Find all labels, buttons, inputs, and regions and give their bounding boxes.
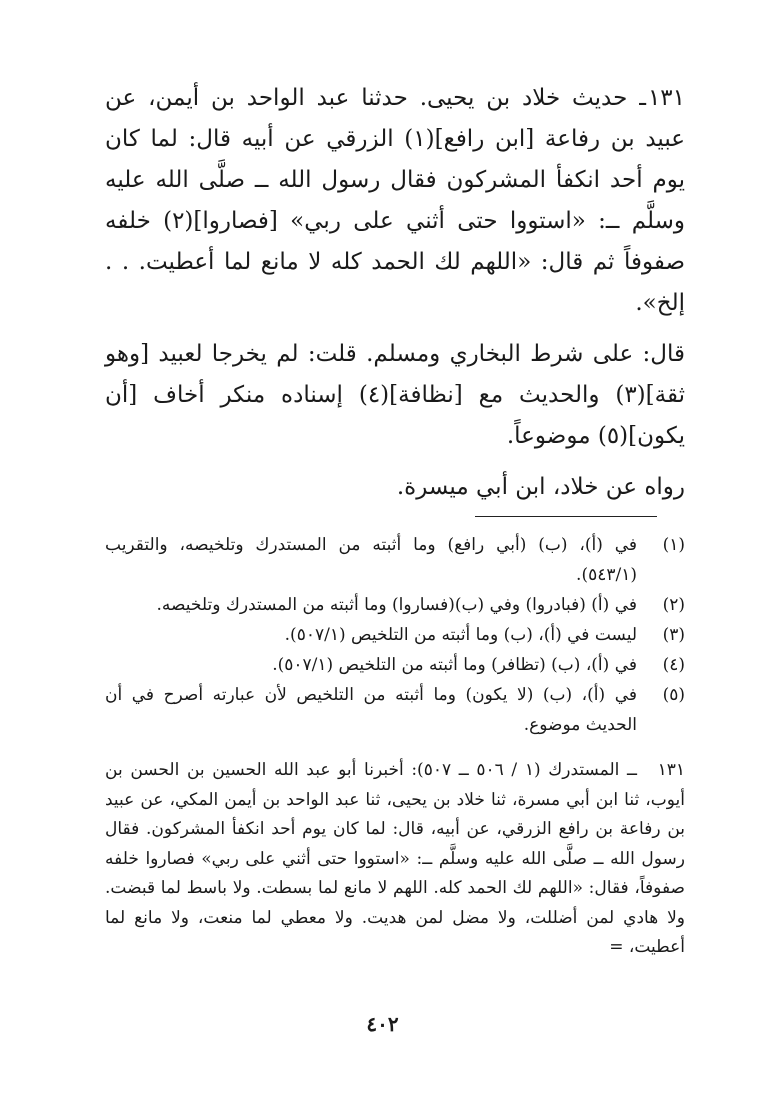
footnote — [105, 650, 685, 680]
footnote — [105, 680, 685, 740]
reference-text: ــ المستدرك (١ / ٥٠٦ ــ ٥٠٧): أخبرنا أبو عبد الله الحسين بن الحسن بن أيوب، ثنا ابن أبي مسرة، ثنا خلاد بن يحيى، ثنا عبد الواحد بن أيمن المكي، عن عبيد بن رفاعة بن رافع الزرقي، عن أبيه، قال: لما كان يوم أحد انكفأ المشركون. فقال رسول الله ــ صلَّى الله عليه وسلَّم ــ: «استووا حتى أثني على ربي» فصاروا خلفه صفوفاً، فقال: «اللهم لك الحمد كله. اللهم لا مانع لما بسطت. ولا باسط لما قبضت. ولا هادي لمن أضللت، ولا مضل لمن هديت. ولا معطي لما منعت، ولا مانع لما أعطيت، = — [105, 760, 685, 957]
hadith-text: ـ حديث خلاد بن يحيى. حدثنا عبد الواحد بن أيمن، عن عبيد بن رفاعة [ابن رافع](١) الزرقي عن أبيه قال: لما كان يوم أحد انكفأ المشركون فقال رسول الله ــ صلَّى الله عليه وسلَّم ــ: «استووا حتى أثني على ربي» [فصاروا](٢) خلفه صفوفاً ثم قال: «اللهم لك الحمد كله لا مانع لما أعطيت. . . إلخ». — [105, 85, 685, 316]
footnote — [105, 530, 685, 590]
source-reference — [105, 756, 685, 963]
commentary-paragraph: قال: على شرط البخاري ومسلم. قلت: لم يخرجا لعبيد [وهو ثقة](٣) والحديث مع [نظافة](٤) إسناده منكر أخاف [أن يكون](٥) موضوعاً. — [105, 341, 685, 449]
footnote-text: في (أ)، (ب) (لا يكون) وما أثبته من التلخيص لأن عبارته أصرح في أن الحديث موضوع. — [105, 685, 637, 735]
footnote-text: في (أ)، (ب) (أبي رافع) وما أثبته من المستدرك وتلخيصه، والتقريب (٥٤٣/١). — [105, 535, 637, 585]
footnote-number: (٣) — [662, 625, 685, 645]
page-number: ٤٠٢ — [366, 1012, 399, 1036]
narration-paragraph: رواه عن خلاد، ابن أبي ميسرة. — [396, 474, 685, 500]
footnote-text: في (أ) (فبادروا) وفي (ب)(فساروا) وما أثبته من المستدرك وتلخيصه. — [156, 595, 637, 615]
hadith-paragraph — [105, 78, 685, 324]
footnotes — [105, 530, 685, 740]
footnote-number: (٥) — [662, 685, 685, 705]
reference-number: ١٣١ — [657, 760, 685, 780]
footnote-separator — [475, 516, 657, 517]
footnote-number: (٢) — [662, 595, 685, 615]
footnote — [105, 620, 685, 650]
footnote-number: (٤) — [662, 655, 685, 675]
footnote-number: (١) — [662, 535, 685, 555]
footnote — [105, 590, 685, 620]
footnote-text: في (أ)، (ب) (تظافر) وما أثبته من التلخيص (٥٠٧/١). — [272, 655, 637, 675]
footnote-text: ليست في (أ)، (ب) وما أثبته من التلخيص (٥٠٧/١). — [284, 625, 637, 645]
hadith-number: ١٣١ — [647, 85, 685, 111]
main-text — [105, 78, 685, 518]
